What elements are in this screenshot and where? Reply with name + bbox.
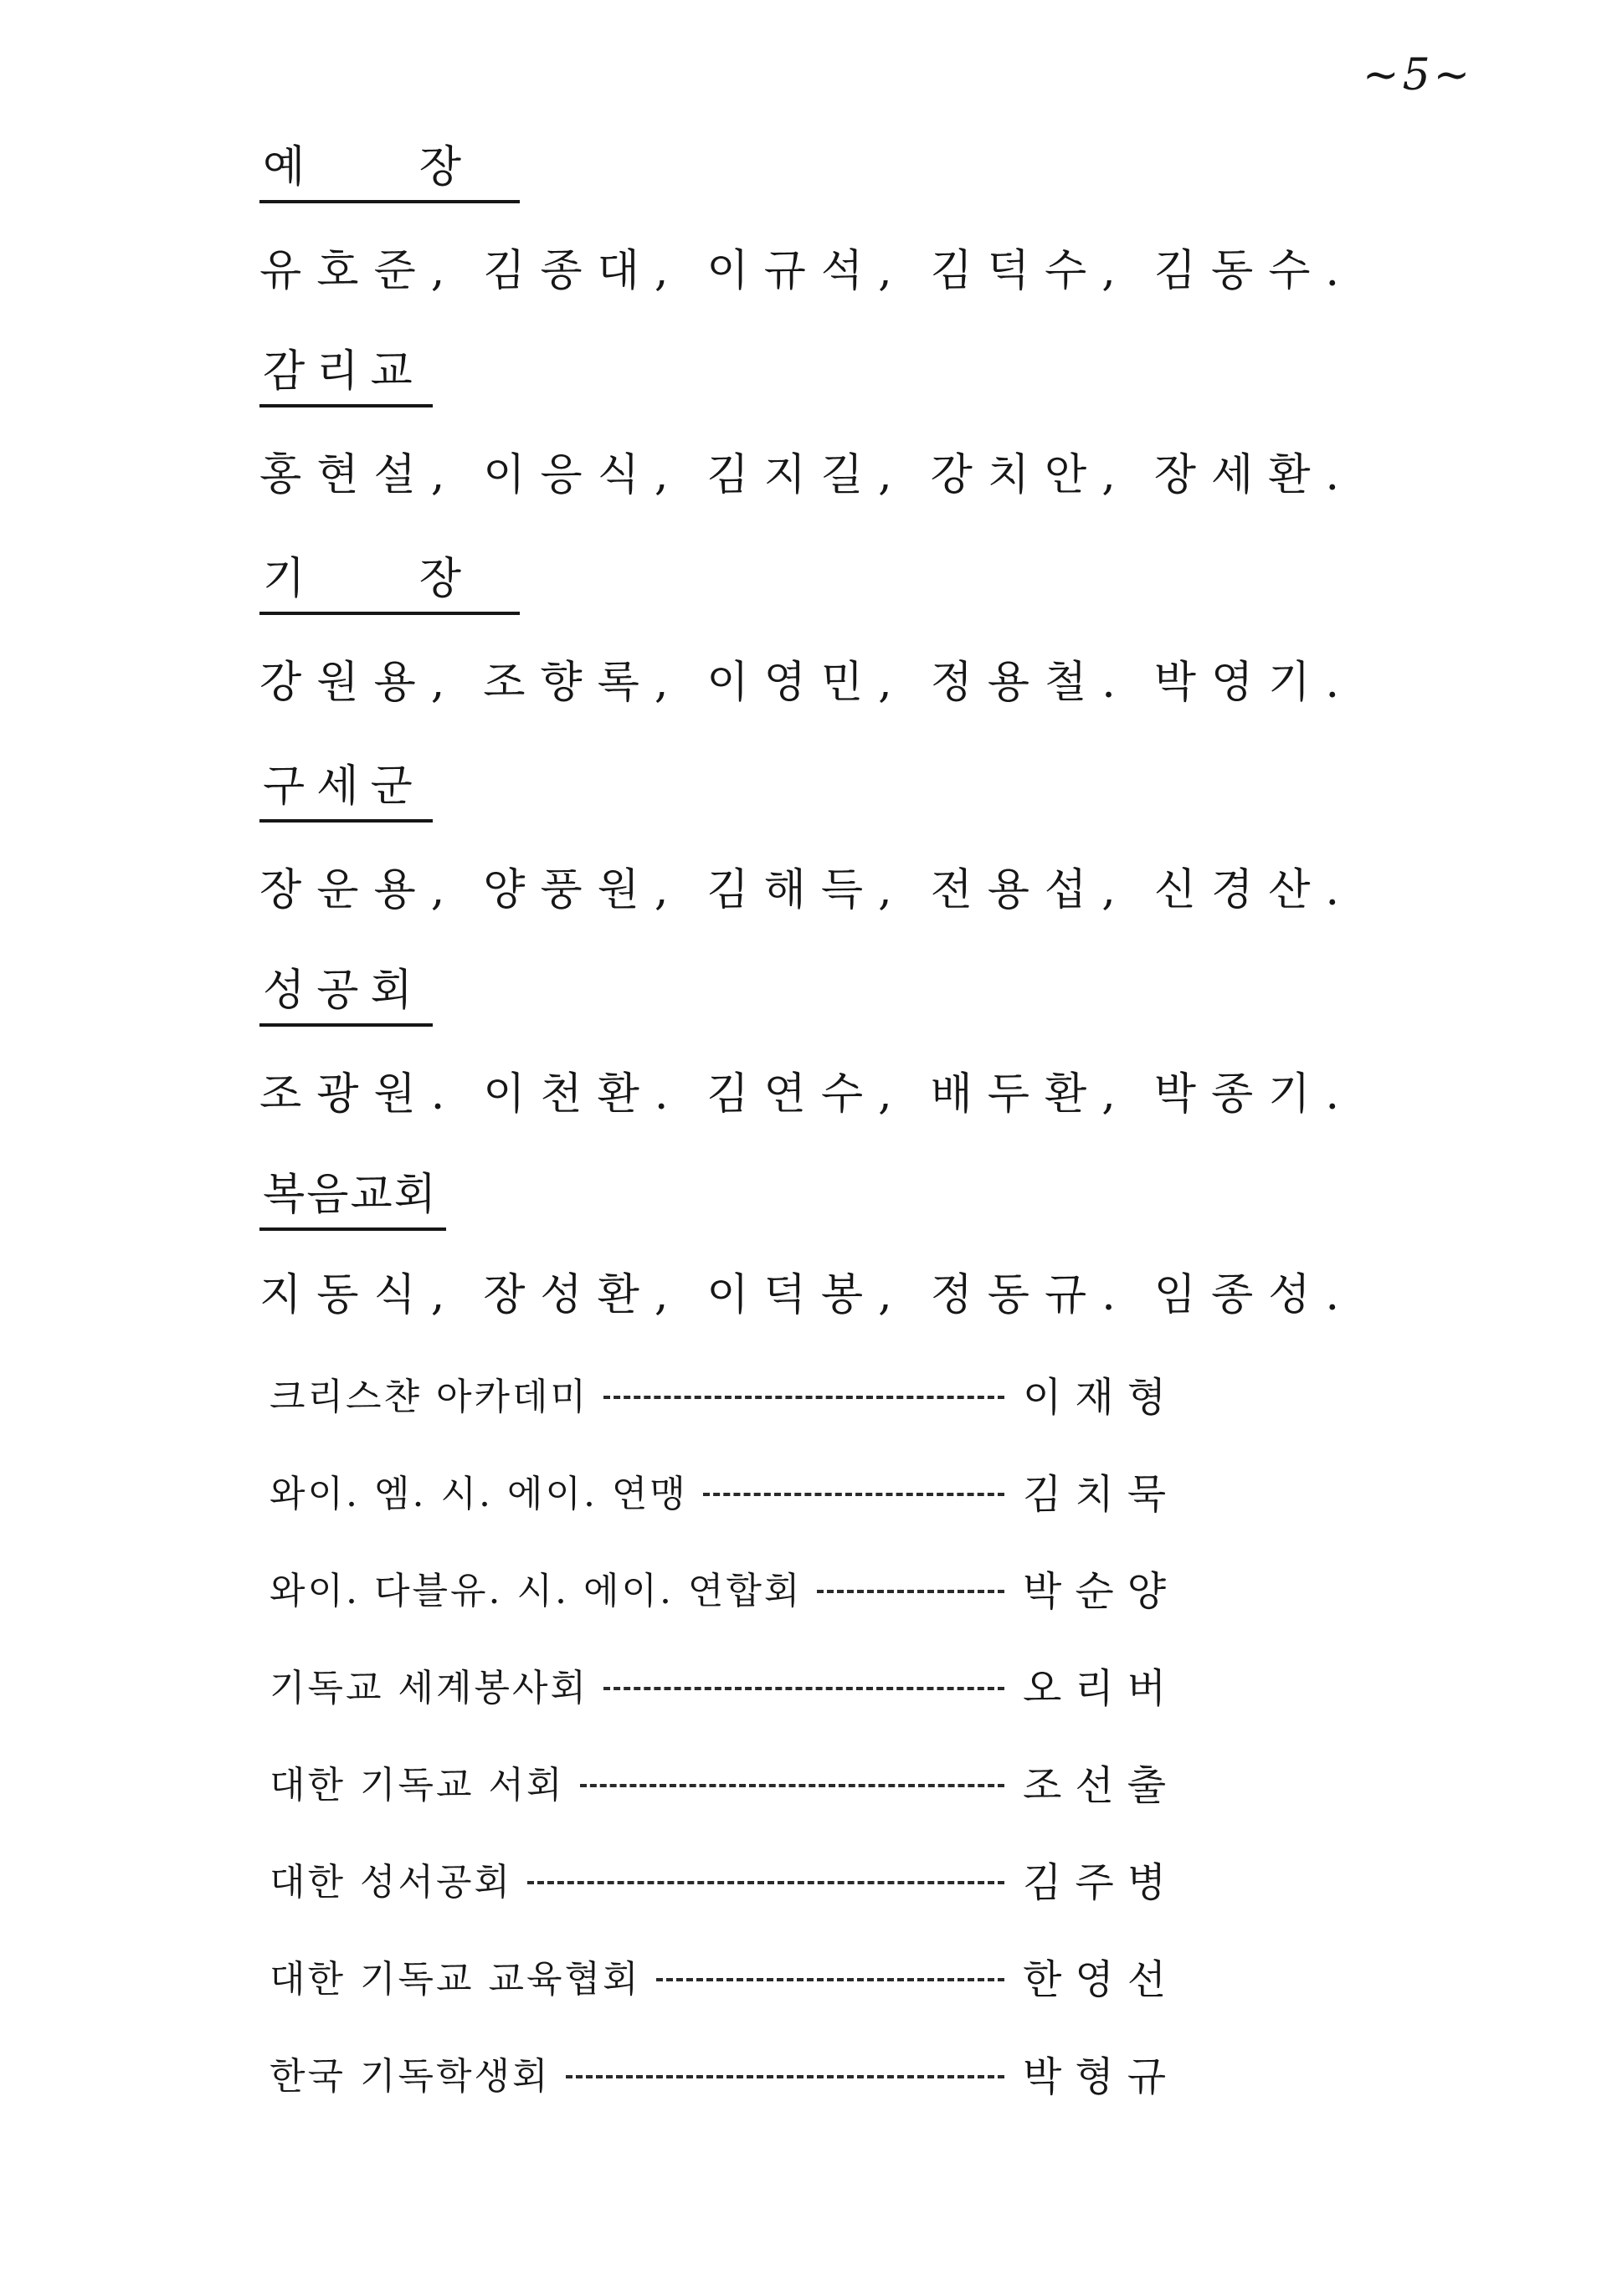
- dotted-leader: [527, 1881, 1004, 1884]
- member-name: 지동식,: [259, 1270, 445, 1320]
- names-row-methodist: [259, 452, 1339, 500]
- member-name: 김해득,: [706, 865, 892, 915]
- member-name: 배두환,: [930, 1069, 1116, 1120]
- heading-evangelical-church: 복음교회: [259, 1171, 446, 1231]
- organization-name: 크리스챤 아카데미: [270, 1376, 589, 1418]
- organization-row: [270, 1461, 1180, 1520]
- organization-name: 와이. 다블유. 시. 에이. 연합회: [270, 1570, 803, 1612]
- organization-row: [270, 1946, 1180, 2005]
- representative-name: 한영선: [1023, 1955, 1180, 2003]
- organization-row: [270, 1655, 1180, 1714]
- organization-name: 대한 기독교 교육협회: [270, 1958, 641, 2001]
- dotted-leader: [603, 1396, 1004, 1399]
- page-number: ~5~: [1363, 50, 1474, 100]
- member-name: 임종성.: [1153, 1270, 1339, 1320]
- organization-name: 대한 기독교 서회: [270, 1764, 565, 1807]
- organization-row: [270, 1364, 1180, 1422]
- dotted-leader: [817, 1590, 1004, 1593]
- member-name: 이규석,: [706, 246, 892, 296]
- member-name: 이영민,: [706, 658, 892, 708]
- organization-name: 한국 기독학생회: [270, 2055, 551, 2098]
- dotted-leader: [603, 1687, 1004, 1690]
- dotted-leader: [656, 1978, 1004, 1981]
- representative-name: 오리버: [1023, 1664, 1180, 1712]
- dotted-leader: [580, 1784, 1005, 1787]
- member-name: 김지길,: [706, 450, 892, 500]
- dotted-leader: [703, 1493, 1004, 1496]
- representative-name: 김주병: [1023, 1858, 1180, 1906]
- heading-anglican: 성공회: [259, 967, 433, 1027]
- representative-name: 조선출: [1023, 1761, 1180, 1809]
- heading-gijang: 기 장: [259, 556, 520, 615]
- member-name: 전용섭,: [930, 865, 1116, 915]
- organization-row: [270, 2043, 1180, 2102]
- dotted-leader: [566, 2075, 1004, 2078]
- organization-name: 와이. 엠. 시. 에이. 연맹: [270, 1473, 688, 1515]
- member-name: 양풍원,: [483, 865, 669, 915]
- names-row-salvation-army: [259, 867, 1339, 915]
- names-row-anglican: [259, 1071, 1339, 1119]
- names-row-gijang: [259, 659, 1339, 707]
- member-name: 정동규.: [930, 1270, 1116, 1320]
- heading-yejang: 예 장: [259, 144, 520, 203]
- member-name: 조광원.: [259, 1069, 445, 1120]
- representative-name: 김치묵: [1023, 1470, 1180, 1518]
- member-name: 장성환,: [483, 1270, 669, 1320]
- member-name: 김연수,: [706, 1069, 892, 1120]
- member-name: 이덕봉,: [706, 1270, 892, 1320]
- organization-row: [270, 1558, 1180, 1617]
- member-name: 박종기.: [1153, 1069, 1339, 1120]
- organization-row: [270, 1752, 1180, 1811]
- member-name: 조향록,: [483, 658, 669, 708]
- member-name: 이응식,: [483, 450, 669, 500]
- heading-salvation-army: 구세군: [259, 763, 433, 823]
- member-name: 김덕수,: [930, 246, 1116, 296]
- organization-row: [270, 1849, 1180, 1908]
- names-row-evangelical-church: [259, 1272, 1339, 1320]
- member-name: 강원용,: [259, 658, 445, 708]
- member-name: 김종대,: [483, 246, 669, 296]
- organization-name: 대한 성서공회: [270, 1861, 513, 1904]
- names-row-yejang: [259, 248, 1339, 295]
- heading-methodist: 감리교: [259, 348, 433, 407]
- representative-name: 박형규: [1023, 2053, 1180, 2100]
- member-name: 유호준,: [259, 246, 445, 296]
- member-name: 이천환.: [483, 1069, 669, 1120]
- member-name: 신경산.: [1153, 865, 1339, 915]
- member-name: 홍현설,: [259, 450, 445, 500]
- member-name: 장세환.: [1153, 450, 1339, 500]
- member-name: 장운용,: [259, 865, 445, 915]
- member-name: 박영기.: [1153, 658, 1339, 708]
- representative-name: 박순양: [1023, 1567, 1180, 1615]
- member-name: 강치안,: [930, 450, 1116, 500]
- organization-name: 기독교 세계봉사회: [270, 1667, 589, 1709]
- representative-name: 이재형: [1023, 1373, 1180, 1421]
- member-name: 정용철.: [930, 658, 1116, 708]
- member-name: 김동수.: [1153, 246, 1339, 296]
